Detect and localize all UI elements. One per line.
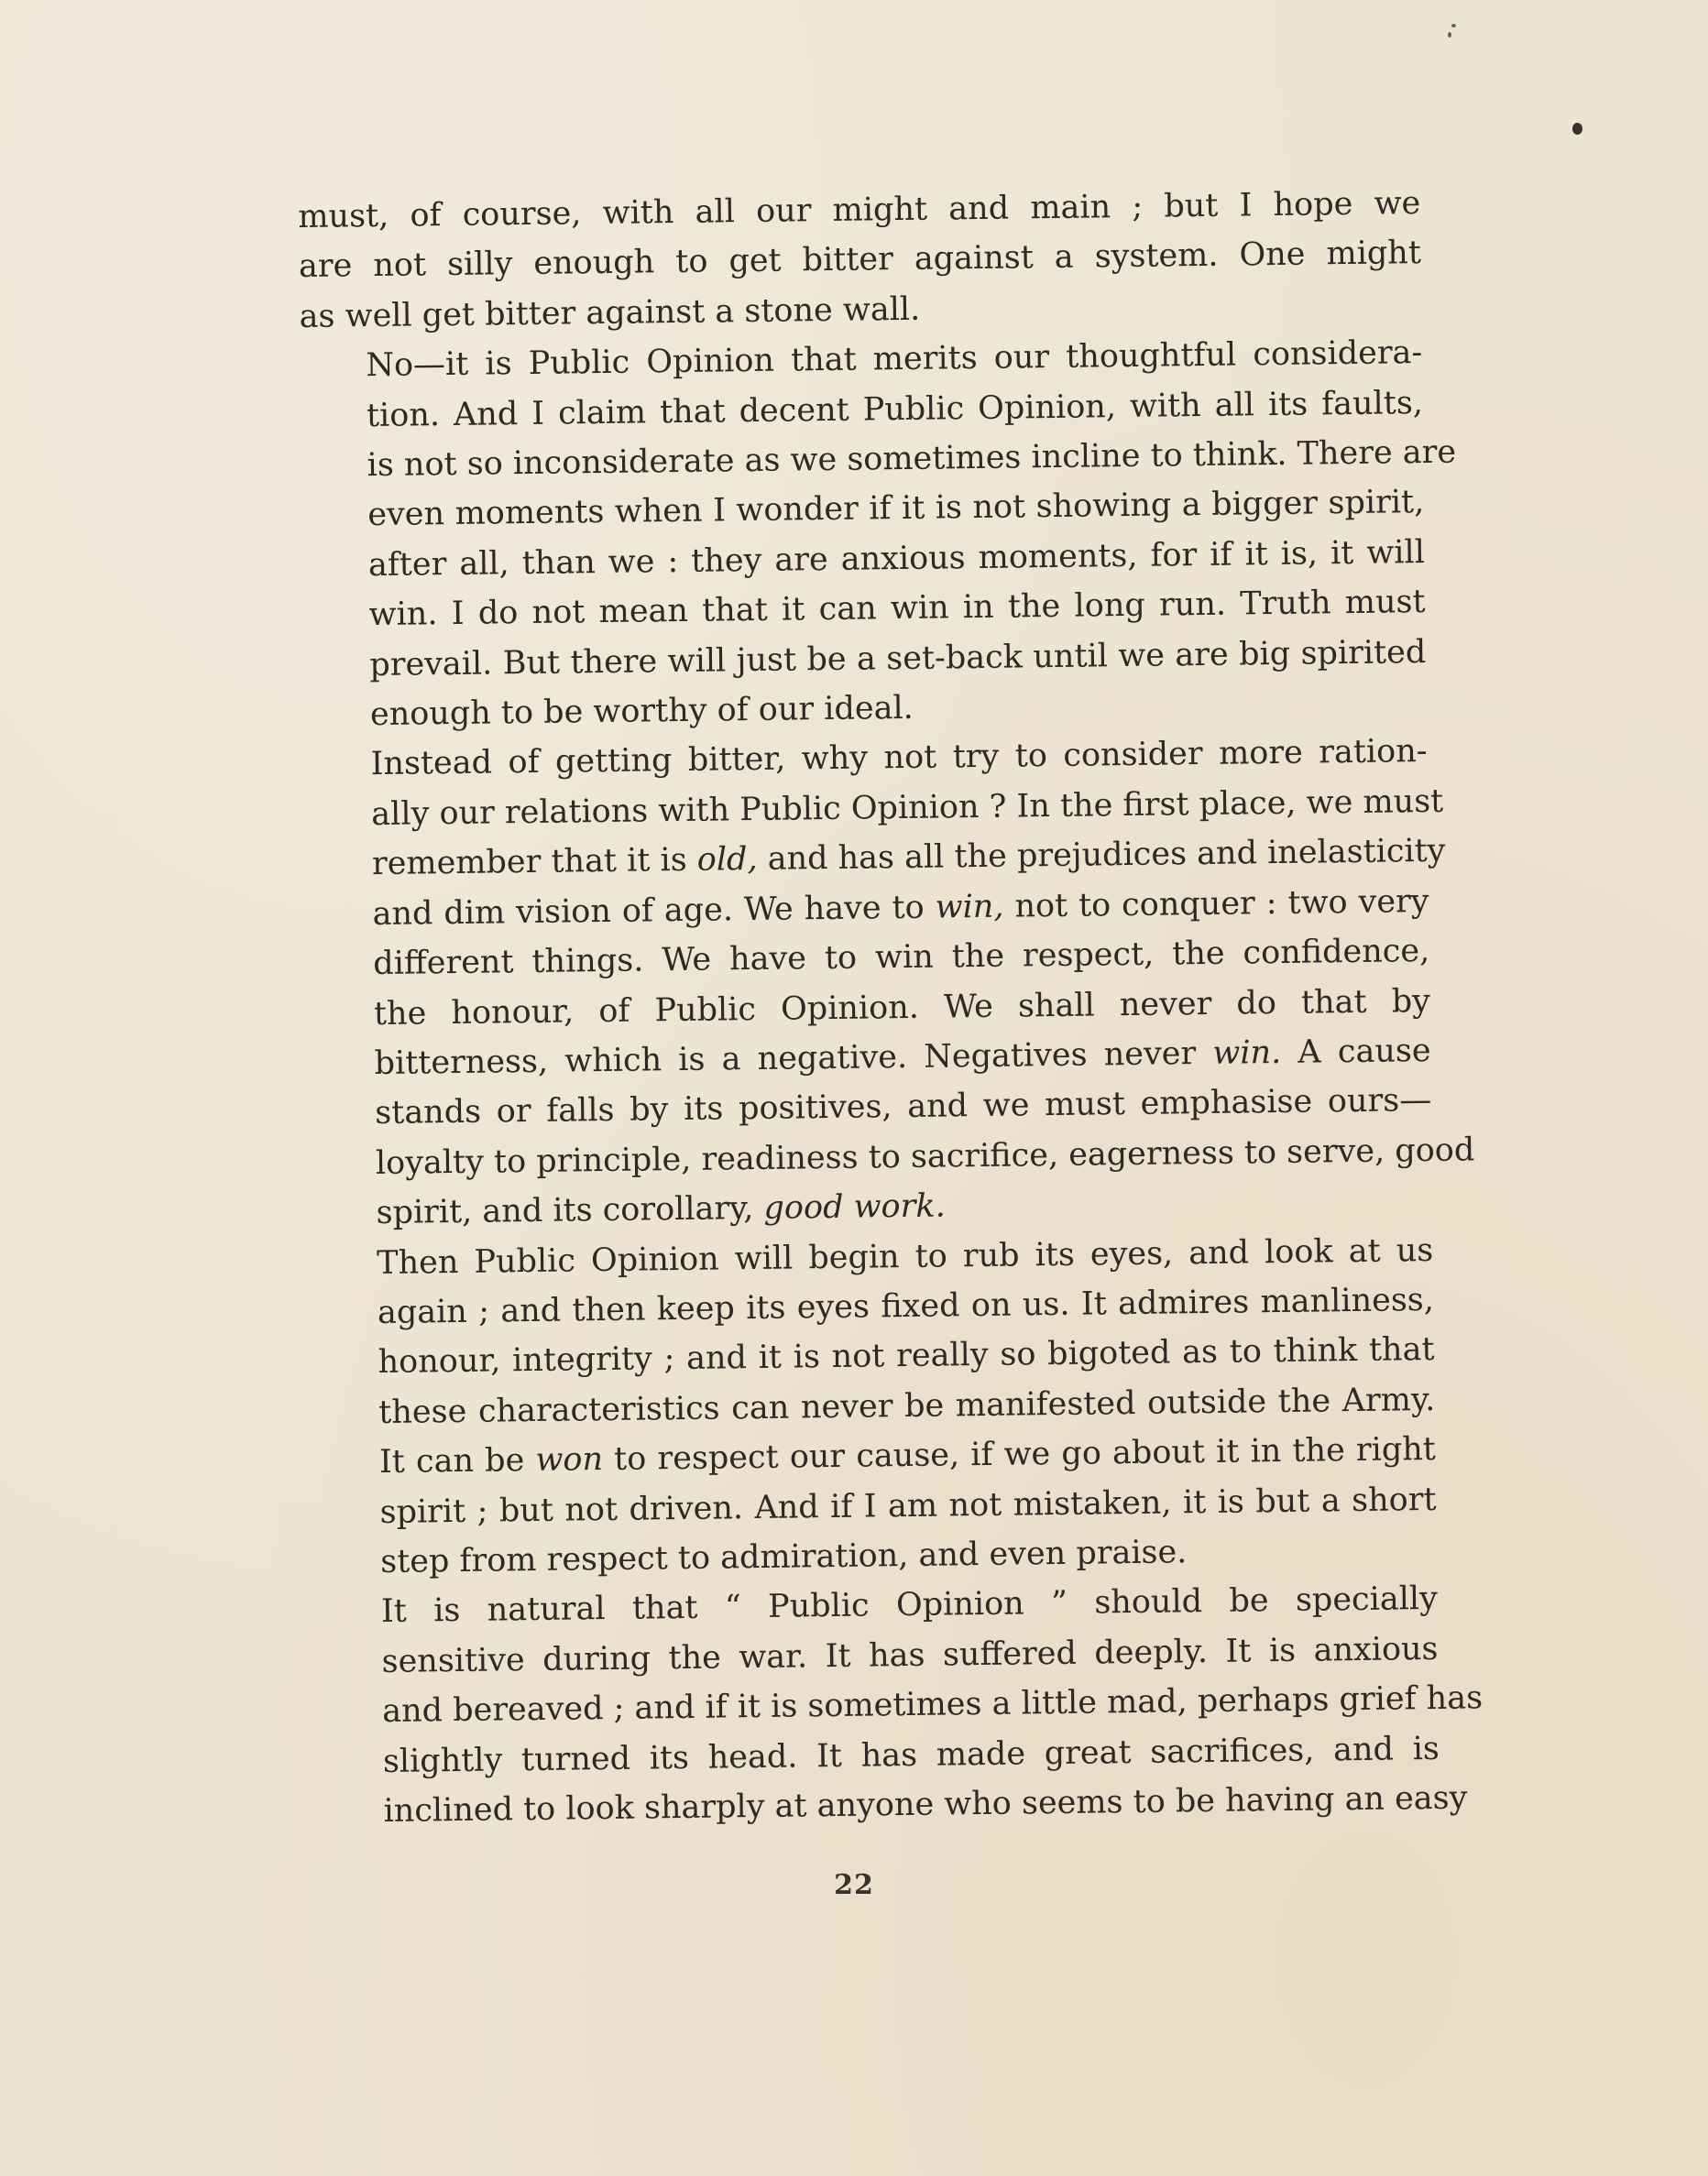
text-line: must, of course, with all our might and main ; but I hope we [298,185,1421,235]
text-line: is not so inconsiderate as we sometimes incline to think. There are [367,433,1457,485]
text-line: sensitive during the war. It has suffered deeply. It is anxious [381,1630,1439,1680]
text-line: No—it is Public Opinion that merits our thoughtful considera- [366,334,1423,385]
text-line: bitterness, which is a negative. Negatives never win. A cause [374,1032,1431,1082]
text-line: slightly turned its head. It has made great sacrifices, and is [382,1730,1440,1780]
ink-spot [1572,123,1582,135]
text-line: tion. And I claim that decent Public Opinion, with all its faults, [366,384,1424,434]
paragraph [298,179,1422,342]
text-line: ally our relations with Public Opinion ? In the first place, we must [371,782,1444,833]
paragraph [304,727,1475,1239]
text-line: spirit ; but not driven. And if I am not mistaken, it is but a short [379,1481,1437,1531]
text-line: and bereaved ; and if it is sometimes a little mad, perhaps grief has [382,1679,1484,1731]
text-line: prevail. But there will just be a set-back until we are big spirited [369,633,1427,683]
text-line: loyalty to principle, readiness to sacrifice, eagerness to serve, good [375,1132,1475,1182]
text-line: inclined to look sharply at anyone who seems to be having an easy [383,1779,1468,1830]
text-line: Instead of getting bitter, why not try to consider more ration- [370,733,1428,783]
page-number: 22 [834,1869,874,1901]
text-line: again ; and then keep its eyes fixed on us. It admires manliness, [377,1281,1435,1331]
text-line: and dim vision of age. We have to win, not to conquer : two very [372,882,1429,933]
ink-speck [1451,24,1456,27]
text-line: win. I do not mean that it can win in the long run. Truth must [368,584,1426,634]
text-line: Then Public Opinion will begin to rub its eyes, and look at us [377,1231,1434,1282]
text-line: step from respect to admiration, and even praise. [380,1534,1188,1580]
text-line: these characteristics can never be manifested outside the Army. [378,1381,1436,1431]
text-line: are not silly enough to get bitter against a system. One might [298,235,1422,286]
text-line: stands or falls by its positives, and we must emphasise ours— [375,1082,1432,1132]
paragraph [315,1574,1484,1837]
paragraph [300,328,1457,740]
body-text [298,179,1484,1837]
paragraph [311,1225,1438,1588]
text-line: It is natural that “ Public Opinion ” should be specially [380,1580,1439,1631]
text-line: even moments when I wonder if it is not showing a bigger spirit, [367,484,1425,534]
text-line: the honour, of Public Opinion. We shall never do that by [373,982,1431,1033]
text-line: enough to be worthy of our ideal. [369,689,914,734]
text-line: remember that it is old, and has all the prejudices and inelasticity [371,833,1446,883]
text-line: spirit, and its corollary, good work. [376,1187,946,1232]
text-line: It can be won to respect our cause, if we go about it in the right [378,1431,1437,1482]
text-line: as well get bitter against a stone wall. [299,290,921,335]
text-line: after all, than we : they are anxious moments, for if it is, it will [367,533,1426,584]
text-line: honour, integrity ; and it is not really so bigoted as to think that [378,1331,1435,1382]
text-line: different things. We have to win the respect, the confidence, [373,933,1430,983]
ink-speck [1448,32,1451,38]
